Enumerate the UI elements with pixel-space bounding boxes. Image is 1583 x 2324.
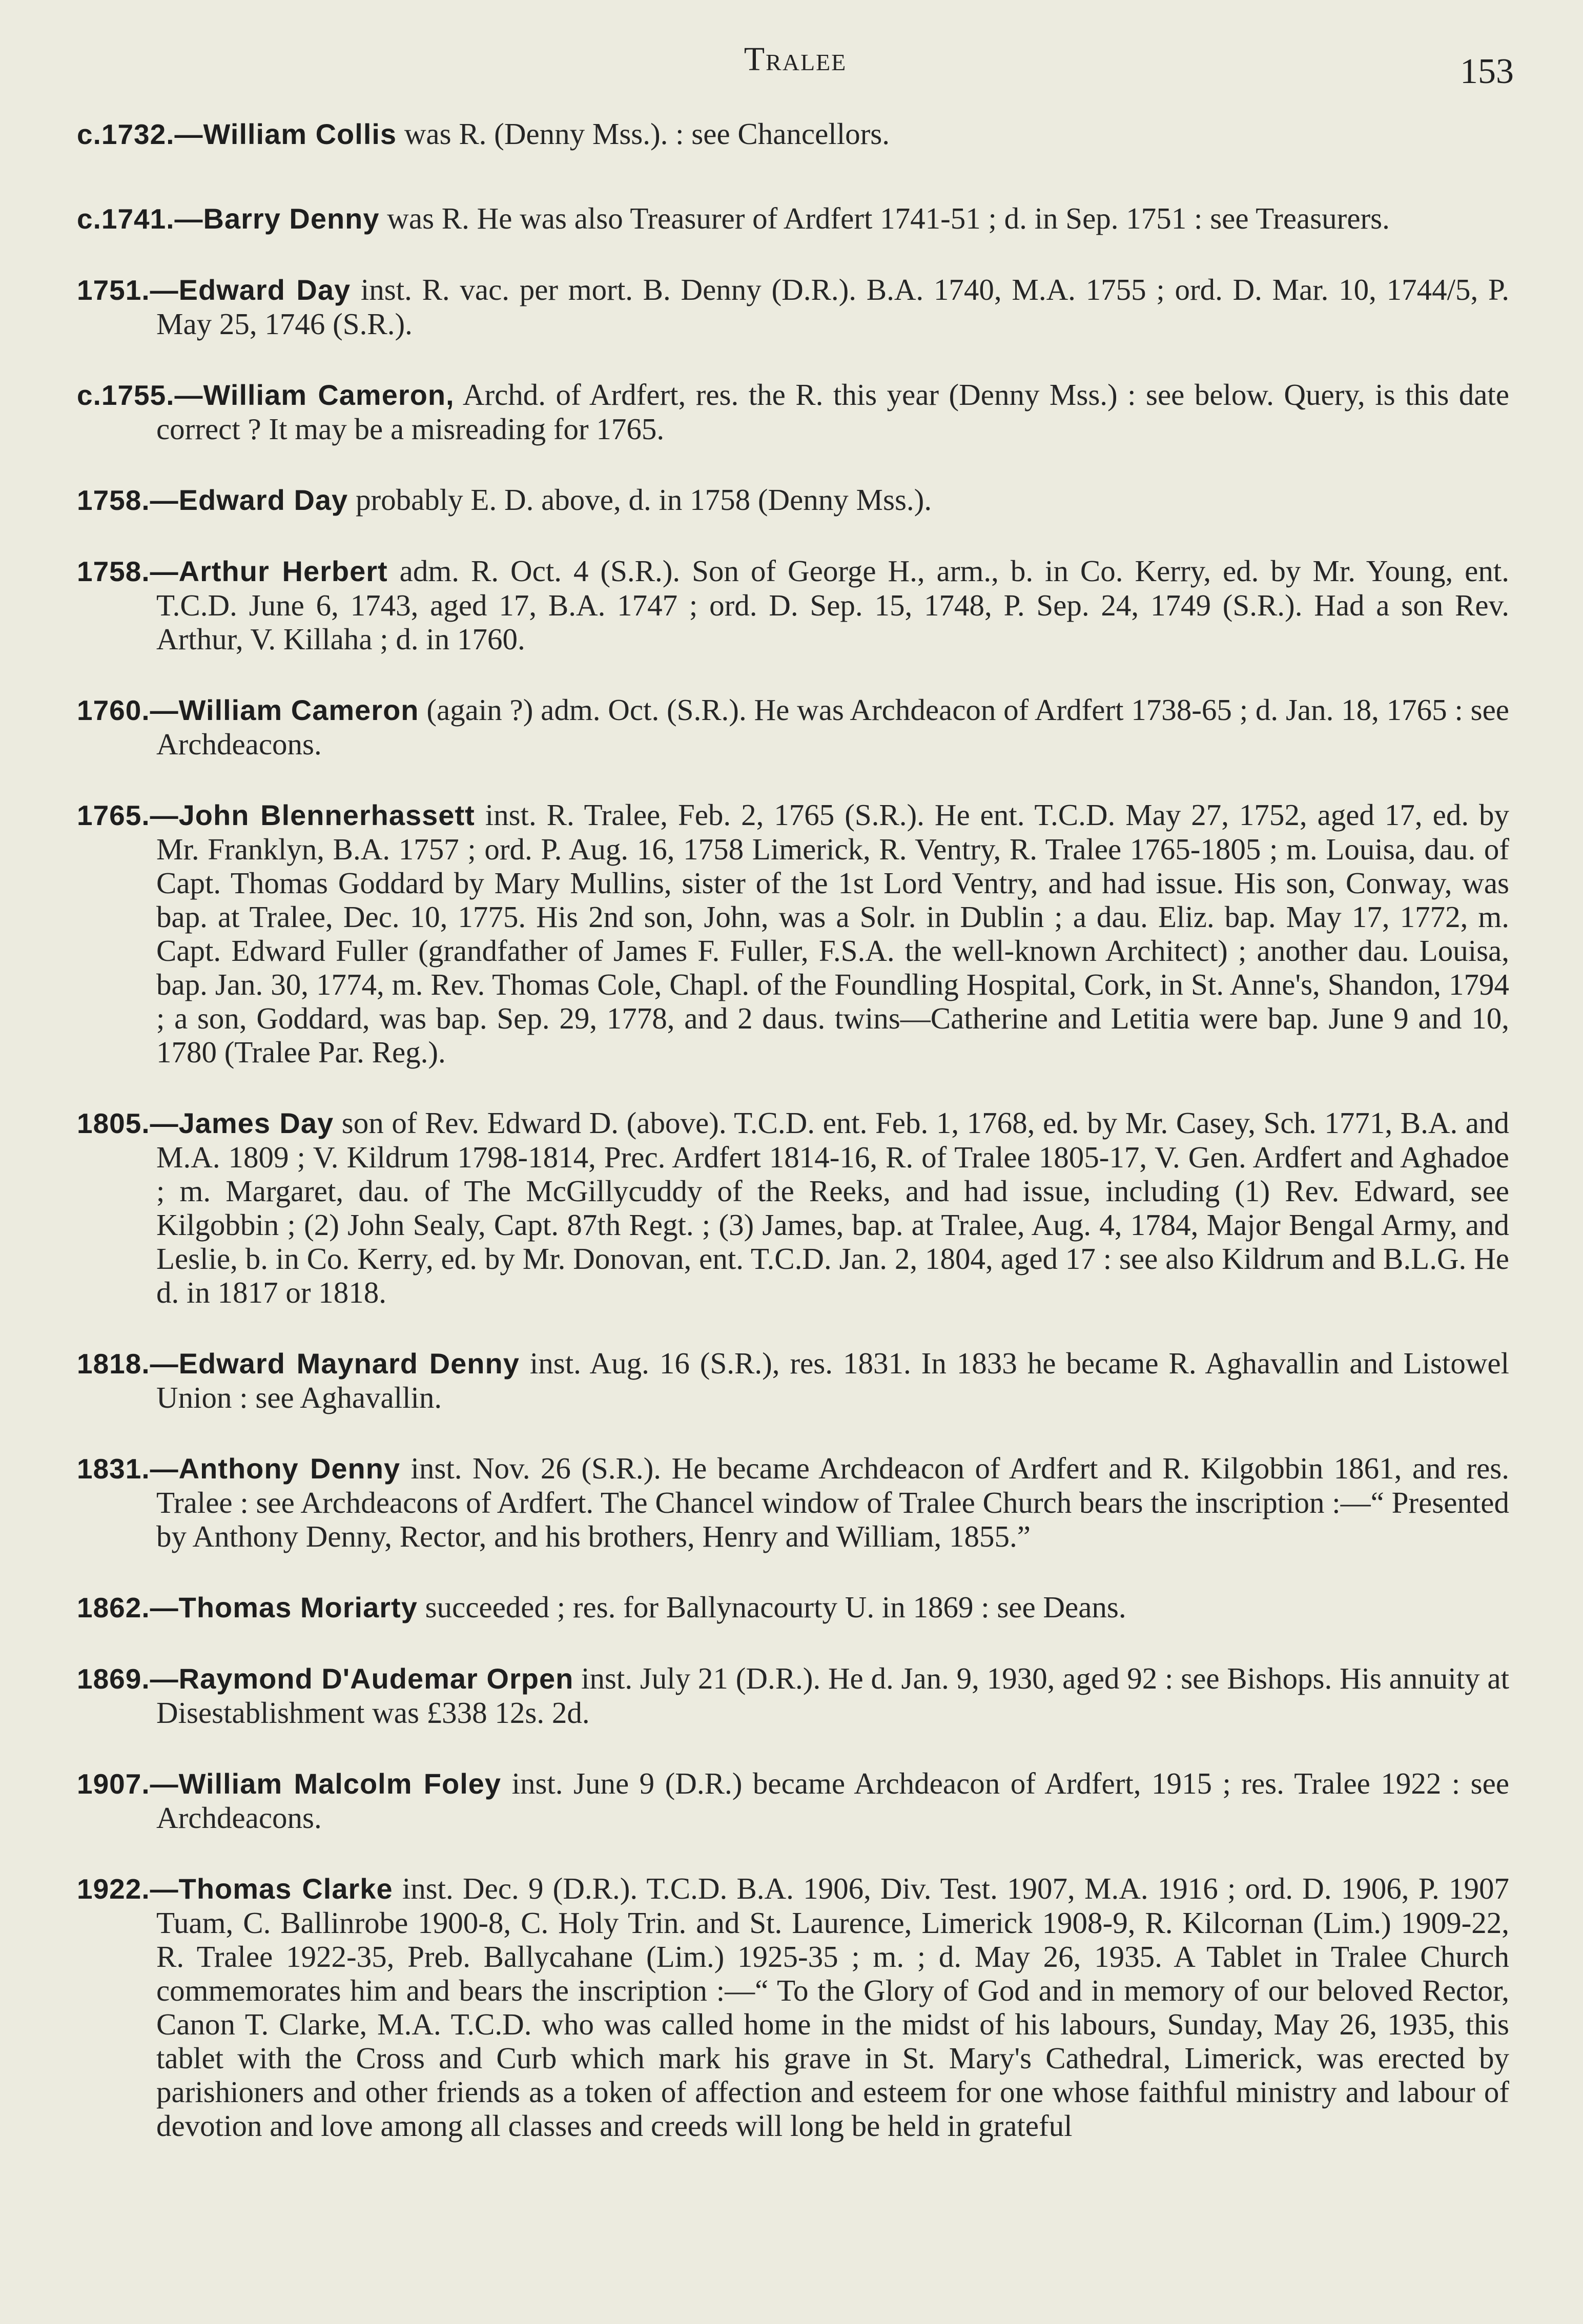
entry	[77, 693, 1509, 761]
entry-date: 1765.—	[77, 799, 179, 831]
running-head	[77, 40, 1514, 91]
entry-date: 1922.—	[77, 1873, 179, 1905]
entry-date: 1907.—	[77, 1768, 179, 1800]
entry-date: c.1732.—	[77, 118, 203, 150]
entry-text: inst. R. vac. per mort. B. Denny (D.R.). B.A. 1740, M.A. 1755 ; ord. D. Mar. 10, 1744/5, P. May 25, 1746 (S.R.).	[156, 273, 1509, 341]
entry	[77, 1661, 1509, 1730]
entry-date: c.1755.—	[77, 379, 203, 411]
entry	[77, 483, 1509, 517]
entry-text: Archd. of Ardfert, res. the R. this year (Denny Mss.) : see below. Query, is this date correct ? It may be a misreading for 1765.	[156, 378, 1510, 446]
entry	[77, 273, 1509, 341]
entry-name: William Cameron	[178, 694, 419, 726]
entry-date: 1758.—	[77, 556, 179, 587]
entry-date: 1758.—	[77, 484, 179, 516]
entry-date: 1862.—	[77, 1592, 179, 1623]
entry-name: Raymond D'Audemar Orpen	[178, 1662, 574, 1695]
entry	[77, 798, 1509, 1069]
entry-date: 1818.—	[77, 1348, 179, 1380]
running-title: Tralee	[744, 40, 847, 78]
entry-text: was R. He was also Treasurer of Ardfert 1741-51 ; d. in Sep. 1751 : see Treasurers.	[387, 201, 1390, 235]
entry-name: William Cameron,	[203, 379, 455, 411]
entry-text: son of Rev. Edward D. (above). T.C.D. ent. Feb. 1, 1768, ed. by Mr. Casey, Sch. 1771, B.A. and M.A. 1809 ; V. Kildrum 1798-1814, Prec. Ardfert 1814-16, R. of Tralee 1805-17, V. Gen. Ardfert and Aghadoe ; m. Margaret, dau. of The McGillycuddy of the Reeks, and had issue, including (1) Rev. Edward, see Kilgobbin ; (2) John Sealy, Capt. 87th Regt. ; (3) James, bap. at Tralee, Aug. 4, 1784, Major Bengal Army, and Leslie, b. in Co. Kerry, ed. by Mr. Donovan, ent. T.C.D. Jan. 2, 1804, aged 17 : see also Kildrum and B.L.G. He d. in 1817 or 1818.	[156, 1106, 1509, 1309]
entry-name: William Collis	[203, 118, 397, 150]
entry-text: succeeded ; res. for Ballynacourty U. in 1869 : see Deans.	[425, 1590, 1126, 1624]
entry	[77, 1766, 1509, 1835]
entry-name: Edward Day	[178, 484, 348, 516]
entry-date: c.1741.—	[77, 203, 203, 235]
entry-text: was R. (Denny Mss.). : see Chancellors.	[404, 117, 890, 151]
entry-text: inst. Nov. 26 (S.R.). He became Archdeacon of Ardfert and R. Kilgobbin 1861, and res. Tralee : see Archdeacons of Ardfert. The Chancel window of Tralee Church bears the inscription :—“ Presented by Anthony Denny, Rector, and his brothers, Henry and William, 1855.”	[156, 1451, 1510, 1553]
entry	[77, 1106, 1509, 1309]
entry-name: Arthur Herbert	[178, 555, 388, 587]
entry-name: Edward Maynard Denny	[178, 1347, 520, 1380]
entry	[77, 117, 1509, 151]
entry-text: inst. June 9 (D.R.) became Archdeacon of Ardfert, 1915 ; res. Tralee 1922 : see Archdeacons.	[156, 1766, 1510, 1835]
entry-name: William Malcolm Foley	[178, 1767, 502, 1800]
entry-name: Edward Day	[178, 274, 351, 306]
entry-text: inst. Aug. 16 (S.R.), res. 1831. In 1833 he became R. Aghavallin and Listowel Union : see Aghavallin.	[156, 1346, 1510, 1414]
entry-name: Thomas Clarke	[178, 1873, 393, 1905]
entry-text: inst. Dec. 9 (D.R.). T.C.D. B.A. 1906, Div. Test. 1907, M.A. 1916 ; ord. D. 1906, P. 1907 Tuam, C. Ballinrobe 1900-8, C. Holy Trin. and St. Laurence, Limerick 1908-9, R. Kilcornan (Lim.) 1909-22, R. Tralee 1922-35, Preb. Ballycahane (Lim.) 1925-35 ; m. ; d. May 26, 1935. A Tablet in Tralee Church commemorates him and bears the inscription :—“ To the Glory of God and in memory of our beloved Rector, Canon T. Clarke, M.A. T.C.D. who was called home in the midst of his labours, Sunday, May 26, 1935, this tablet with the Cross and Curb which mark his grave in St. Mary's Cathedral, Limerick, was erected by parishioners and other friends as a token of affection and esteem for one whose faithful ministry and labour of devotion and love among all classes and creeds will long be held in grateful	[156, 1871, 1509, 2143]
entry-name: John Blennerhassett	[178, 799, 475, 831]
entry-list	[77, 117, 1509, 2179]
entry-name: James Day	[178, 1107, 334, 1139]
entry-date: 1869.—	[77, 1663, 179, 1695]
entry-text: adm. R. Oct. 4 (S.R.). Son of George H., arm., b. in Co. Kerry, ed. by Mr. Young, ent. T.C.D. June 6, 1743, aged 17, B.A. 1747 ; ord. D. Sep. 15, 1748, P. Sep. 24, 1749 (S.R.). Had a son Rev. Arthur, V. Killaha ; d. in 1760.	[156, 554, 1510, 656]
entry-text: inst. July 21 (D.R.). He d. Jan. 9, 1930, aged 92 : see Bishops. His annuity at Disestablishment was £338 12s. 2d.	[156, 1661, 1509, 1730]
entry-text: inst. R. Tralee, Feb. 2, 1765 (S.R.). He ent. T.C.D. May 27, 1752, aged 17, ed. by Mr. Franklyn, B.A. 1757 ; ord. P. Aug. 16, 1758 Limerick, R. Ventry, R. Tralee 1765-1805 ; m. Louisa, dau. of Capt. Thomas Goddard by Mary Mullins, sister of the 1st Lord Ventry, and had issue. His son, Conway, was bap. at Tralee, Dec. 10, 1775. His 2nd son, John, was a Solr. in Dublin ; a dau. Eliz. bap. May 17, 1772, m. Capt. Edward Fuller (grandfather of James F. Fuller, F.S.A. the well-known Architect) ; another dau. Louisa, bap. Jan. 30, 1774, m. Rev. Thomas Cole, Chapl. of the Foundling Hospital, Cork, in St. Anne's, Shandon, 1794 ; a son, Goddard, was bap. Sep. 29, 1778, and 2 daus. twins—Catherine and Letitia were bap. June 9 and 10, 1780 (Tralee Par. Reg.).	[156, 798, 1510, 1069]
entry-date: 1760.—	[77, 694, 179, 726]
entry	[77, 554, 1509, 656]
entry-date: 1831.—	[77, 1453, 179, 1485]
entry	[77, 378, 1509, 446]
entry-text: probably E. D. above, d. in 1758 (Denny Mss.).	[355, 483, 932, 517]
entry	[77, 1871, 1509, 2143]
entry-date: 1751.—	[77, 274, 179, 306]
entry	[77, 1590, 1509, 1624]
entry	[77, 1451, 1509, 1553]
entry-name: Thomas Moriarty	[178, 1591, 418, 1623]
entry-text: (again ?) adm. Oct. (S.R.). He was Archdeacon of Ardfert 1738-65 ; d. Jan. 18, 1765 : see Archdeacons.	[156, 693, 1509, 761]
entry-name: Barry Denny	[203, 202, 380, 235]
entry	[77, 1346, 1509, 1414]
entry-name: Anthony Denny	[178, 1452, 401, 1485]
entry-date: 1805.—	[77, 1107, 179, 1139]
entry	[77, 201, 1509, 236]
page-number: 153	[1460, 52, 1514, 91]
